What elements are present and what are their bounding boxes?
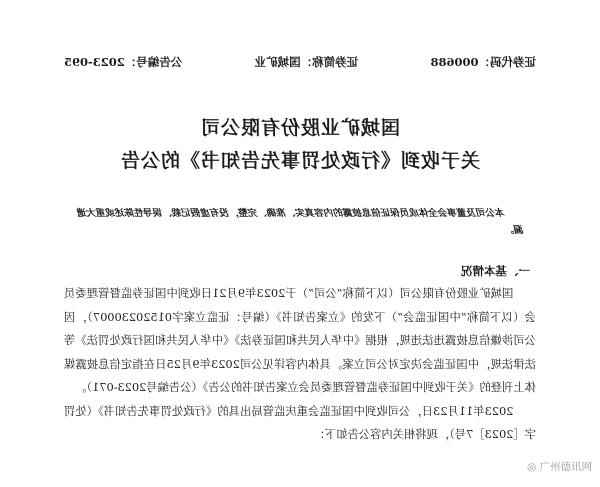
announcement-title: 关于收到《行政处罚事先告知书》的公告 xyxy=(120,150,481,172)
paragraph: 2023年11月23日，公司收到中国证监会重庆监管局出具的《行政处罚事先告知书》（处罚字［2023］7号），现将相关内容公告如下： xyxy=(64,404,536,441)
document-header xyxy=(64,54,536,70)
section-heading: 一、基本情况 xyxy=(461,264,530,278)
stock-code: 证券代码：000688 xyxy=(430,55,536,69)
announcement-number: 公告编号：2023-095 xyxy=(64,55,183,69)
paragraph: 国城矿业股份有限公司（以下简称“公司”）于2023年9月21日收到中国证券监督管理委员会（以下简称“中国证监会”）下发的《立案告知书》（编号：证监立案字01520230007），因公司涉嫌信息披露违法违规，根据《中华人民共和国证券法》《中华人民共和国行政处罚法》等法律法规，中国证监会决定对公司立案。具体内容详见公司2023年9月25日在指定信息披露媒体上刊登的《关于收到中国证券监督管理委员会立案告知书的公告》（公告编号2023-071）。 xyxy=(64,287,536,394)
body-text xyxy=(64,282,536,447)
board-notice: 本公司及董事会全体成员保证信息披露的内容真实、准确、完整，没有虚假记载、误导性陈述或重大遗漏。 xyxy=(77,208,524,236)
company-title: 国城矿业股份有限公司 xyxy=(200,117,401,139)
stock-short-name: 证券简称：国城矿业 xyxy=(254,55,359,69)
source-watermark: ◎ 广州德讯网 xyxy=(527,461,592,473)
